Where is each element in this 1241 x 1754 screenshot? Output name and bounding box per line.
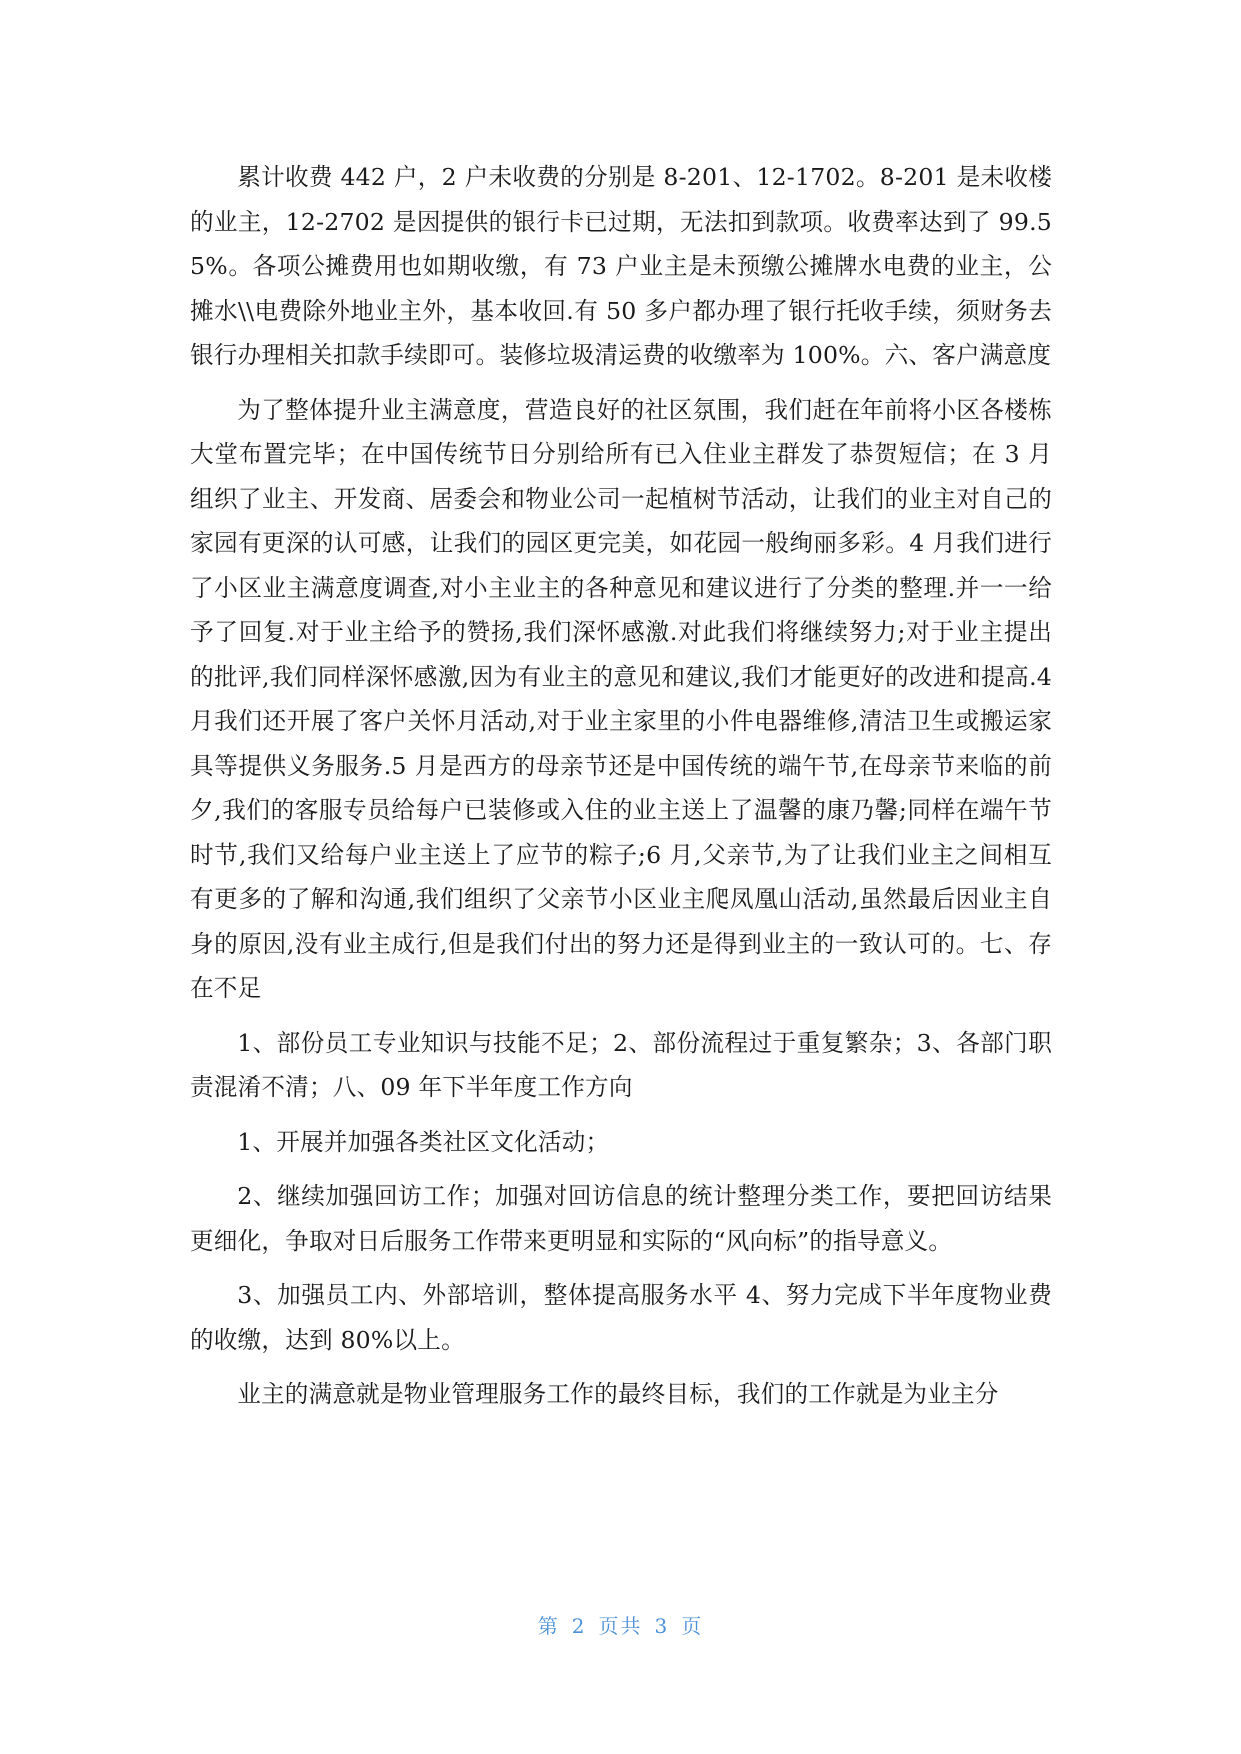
paragraph-customer-satisfaction: 为了整体提升业主满意度，营造良好的社区氛围，我们赶在年前将小区各楼栋大堂布置完毕；在中国传统节日分别给所有已入住业主群发了恭贺短信；在 3 月组织了业主、开发商、居委会和物业公司一起植树节活动，让我们的业主对自己的家园有更深的认可感，让我们的园区更完美，如花园一般绚丽多彩。4 月我们进行了小区业主满意度调查,对小主业主的各种意见和建议进行了分类的整理.并一一给予了回复.对于业主给予的赞扬,我们深怀感激.对此我们将继续努力;对于业主提出的批评,我们同样深怀感激,因为有业主的意见和建议,我们才能更好的改进和提高.4 月我们还开展了客户关怀月活动,对于业主家里的小件电器维修,清洁卫生或搬运家具等提供义务服务.5 月是西方的母亲节还是中国传统的端午节,在母亲节来临的前夕,我们的客服专员给每户已装修或入住的业主送上了温馨的康乃馨;同样在端午节时节,我们又给每户业主送上了应节的粽子;6 月,父亲节,为了让我们业主之间相互有更多的了解和沟通,我们组织了父亲节小区业主爬凤凰山活动,虽然最后因业主自身的原因,没有业主成行,但是我们付出的努力还是得到业主的一致认可的。七、存在不足: [190, 395, 1052, 1002]
footer-suffix: 页: [681, 1614, 704, 1638]
footer-total-pages: 3: [654, 1614, 670, 1638]
paragraph-plan-item-1: 1、开展并加强各类社区文化活动；: [237, 1127, 610, 1156]
document-body: [190, 155, 1052, 1427]
page-footer: [0, 1612, 1241, 1640]
paragraph-closing: 业主的满意就是物业管理服务工作的最终目标，我们的工作就是为业主分: [237, 1380, 999, 1408]
footer-current-page: 2: [571, 1614, 587, 1638]
paragraph-fee-collection: 累计收费 442 户，2 户未收费的分别是 8-201、12-1702。8-201 是未收楼的业主，12-2702 是因提供的银行卡已过期，无法扣到款项。收费率达到了 99.55%。各项公摊费用也如期收缴，有 73 户业主是未预缴公摊牌水电费的业主，公摊水\\电费除外地业主外，基本收回.有 50 多户都办理了银行托收手续，须财务去银行办理相关扣款手续即可。装修垃圾清运费的收缴率为 100%。六、客户满意度: [190, 163, 1052, 369]
footer-middle: 页共: [598, 1614, 643, 1638]
paragraph-plan-item-2: 2、继续加强回访工作；加强对回访信息的统计整理分类工作，要把回访结果更细化，争取对日后服务工作带来更明显和实际的“风向标”的指导意义。: [190, 1182, 1052, 1255]
paragraph-shortcomings: 1、部份员工专业知识与技能不足；2、部份流程过于重复繁杂；3、各部门职责混淆不清；八、09 年下半年度工作方向: [190, 1028, 1052, 1101]
paragraph-plan-item-3: 3、加强员工内、外部培训，整体提高服务水平 4、努力完成下半年度物业费的收缴，达到 80%以上。: [190, 1281, 1052, 1354]
footer-prefix: 第: [537, 1614, 560, 1638]
